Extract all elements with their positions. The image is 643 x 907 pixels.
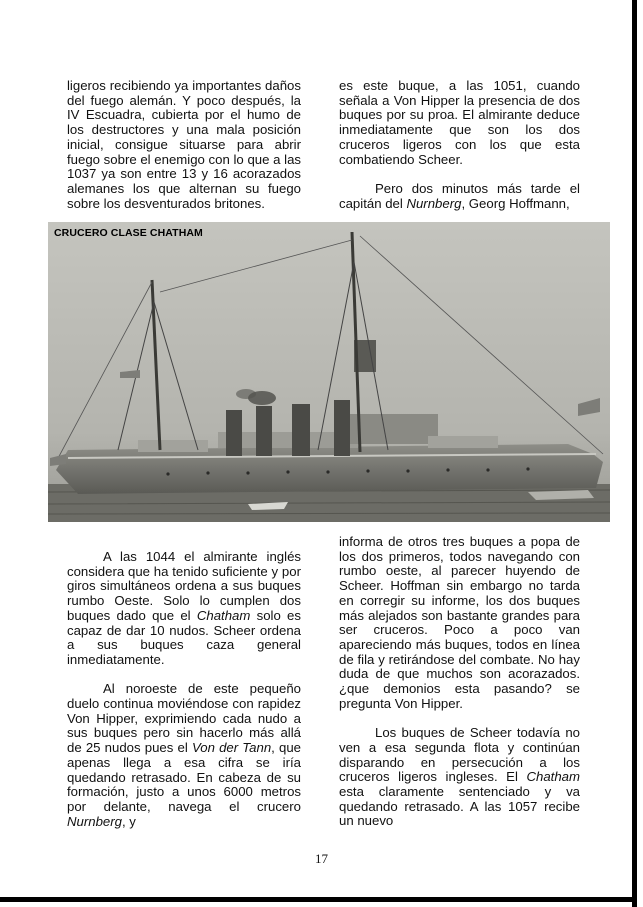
text-column-top-left: [67, 79, 301, 211]
paragraph: es este buque, a las 1051, cuando señala a Von Hipper la presencia de dos buques por su proa. El almirante deduce inmediatamente que son los dos cruceros ligeros con los que esta combatiendo Scheer.: [339, 78, 580, 167]
photo-caption: CRUCERO CLASE CHATHAM: [54, 227, 203, 239]
paragraph: informa de otros tres buques a popa de los dos primeros, todos navegando con rumbo oeste, al parecer huyendo de Scheer. Hoffman sin embargo no tarda en corregir su informe, los dos buques más alejados son bastante grandes para ser cruceros. Poco a poco van apareciendo más buques, todos en línea de fila y retirándose del combate. No hay duda de que muchos son acorazados. ¿que demonios esta pasando? se pregunta Von Hipper.: [339, 534, 580, 711]
page-frame-right-edge: [632, 0, 637, 907]
ship-name: Chatham: [526, 769, 580, 785]
ship-name: Chatham: [196, 607, 251, 623]
paragraph: ligeros recibiendo ya importantes daños del fuego alemán. Y poco después, la IV Escuadra, cubierta por el humo de los destructores y una mala posición inicial, consigue situarse para abrir fuego sobre el enemigo con lo que a las 1037 ya son entre 13 y 16 acorazados alemanes los que alternan su fuego sobre los desventurados britones.: [67, 78, 301, 211]
paragraph: Los buques de Scheer todavía no ven a esa segunda flota y continúan disparando en persecución a los cruceros ligeros ingleses. El Chatham esta claramente sentenciado y va quedando retrasado. A las 1057 recibe un nuevo: [339, 725, 580, 829]
paragraph: Al noroeste de este pequeño duelo continua moviéndose con rapidez Von Hipper, exprimiendo cada nudo a sus buques pero sin hacerlo más allá de 25 nudos pues el Von der Tann, que apenas llega a esa cifra se iría quedando retrasado. En cabeza de su formación, justo a unos 6000 metros por delante, navega el crucero Nurnberg, y: [67, 681, 302, 829]
ship-name: Nurnberg: [406, 195, 462, 211]
page-frame-bottom-edge: [0, 897, 637, 902]
ship-name: Von der Tann: [191, 740, 272, 756]
ship-photo: [48, 222, 610, 522]
text-column-top-right: [339, 79, 580, 211]
text-column-bottom-right: [339, 535, 580, 829]
paragraph: Pero dos minutos más tarde el capitán del Nurnberg, Georg Hoffmann,: [339, 180, 580, 211]
text-column-bottom-left: [67, 550, 301, 829]
page-number: 17: [315, 851, 328, 866]
ship-name: Nurnberg: [67, 813, 122, 829]
cruiser-illustration: [48, 222, 610, 522]
paragraph: A las 1044 el almirante inglés considera que ha tenido suficiente y por giros simultáneos ordena a sus buques rumbo Oeste. Solo lo cumplen dos buques dado que el Chatham solo es capaz de dar 10 nudos. Scheer ordena a sus buques caza general inmediatamente.: [67, 549, 301, 667]
